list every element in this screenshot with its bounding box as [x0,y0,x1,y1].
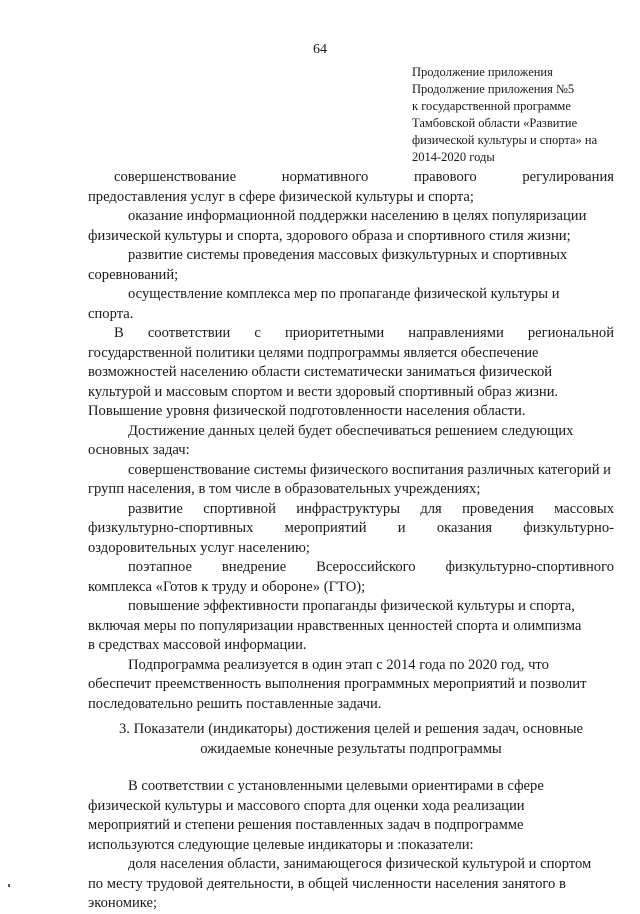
body-line: используются следующие целевые индикаторы и :показатели: [88,836,474,853]
body-line: возможностей населению области систематически заниматься физической [88,364,553,380]
appendix-note [412,64,616,166]
body-line: государственной политики целями подпрограммы является обеспечение [88,344,539,361]
section-heading [88,720,614,759]
body-line: физической культуры и спорта, здорового образа и спортивного стиля жизни; [88,227,571,244]
body-line: экономике; [88,895,158,911]
body-line: осуществление комплекса мер по пропаганде физической культуры и [128,286,560,302]
appendix-line: к государственной программе [412,99,571,113]
section-heading-line: 3. Показатели (индикаторы) достижения целей и решения задач, основные [119,721,583,737]
body-line: совершенствование нормативного правового регулирования [114,169,614,185]
body-line: оказание информационной поддержки населению в целях популяризации [128,208,587,224]
body-line: комплекса «Готов к труду и обороне» (ГТО); [88,578,366,595]
body-line: спорта. [88,305,134,322]
body-line: обеспечит преемственность выполнения программных мероприятий и позволит [88,676,587,692]
body-line: физкультурно-спортивных мероприятий и оказания физкультурно- [88,520,614,536]
body-line: В соответствии с приоритетными направлениями региональной [114,325,614,341]
body-line: Подпрограмма реализуется в один этап с 2014 года по 2020 год, что [128,656,549,673]
appendix-line: физической культуры и спорта» на [412,133,598,147]
body-line: В соответствии с установленными целевыми ориентирами в сфере [128,778,544,794]
body-line: основных задач: [88,442,190,458]
scan-speck [8,884,10,887]
appendix-line: 2014-2020 годы [412,150,495,164]
appendix-line: Продолжение приложения [412,65,553,79]
page-number: 64 [313,42,327,57]
body-line: развитие системы проведения массовых физкультурных и спортивных [128,247,568,263]
document-body [88,168,614,914]
body-line: Повышение уровня физической подготовленности населения области. [88,403,526,419]
body-line: физической культуры и массового спорта для оценки хода реализации [88,797,525,814]
body-line: групп населения, в том числе в образовательных учреждениях; [88,481,481,497]
body-line: поэтапное внедрение Всероссийского физкультурно-спортивного [128,559,614,575]
body-line: предоставления услуг в сфере физической культуры и спорта; [88,188,474,205]
body-line: по месту трудовой деятельности, в общей численности населения занятого в [88,875,566,892]
body-line: культурой и массовым спортом и вести здоровый спортивный образ жизни. [88,383,559,400]
body-line: повышение эффективности пропаганды физической культуры и спорта, [128,598,575,614]
body-line: мероприятий и степени решения поставленных задач в подпрограмме [88,817,524,833]
body-line: в средствах массовой информации. [88,637,307,653]
body-line: оздоровительных услуг населению; [88,539,310,556]
body-line: доля населения области, занимающегося физической культурой и спортом [128,856,592,872]
appendix-line: Тамбовской области «Развитие [412,116,578,130]
section-heading-line: ожидаемые конечные результаты подпрограммы [200,740,502,757]
body-line: Достижение данных целей будет обеспечиваться решением следующих [128,422,574,439]
body-line: последовательно решить поставленные задачи. [88,695,382,712]
appendix-line: Продолжение приложения №5 [412,82,575,96]
body-line: развитие спортивной инфраструктуры для проведения массовых [128,500,614,517]
body-line: совершенствование системы физического воспитания различных категорий и [128,461,611,478]
body-line: соревнований; [88,266,179,283]
body-line: включая меры по популяризации нравственных ценностей спорта и олимпизма [88,617,582,634]
